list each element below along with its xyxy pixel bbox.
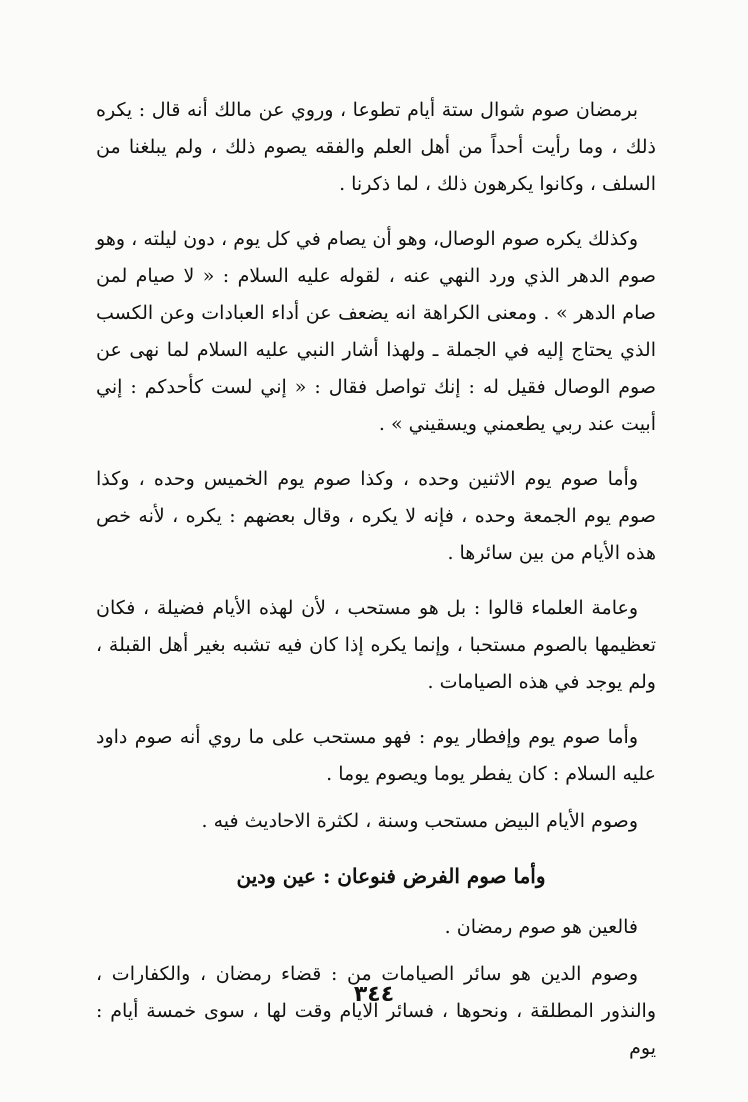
- page-number: ٣٤٤: [353, 982, 395, 1007]
- paragraph-wisal-fast: وكذلك يكره صوم الوصال، وهو أن يصام في كل يوم ، دون ليلته ، وهو صوم الدهر الذي ورد النهي عنه ، لقوله عليه السلام : « لا صيام لمن صام الدهر » . ومعنى الكراهة انه يضعف عن أداء العبادات وعن الكسب الذي يحتاج إليه في الجملة ـ ولهذا أشار النبي عليه السلام لما نهى عن صوم الوصال فقيل له : إنك تواصل فقال : « إني لست كأحدكم : إني أبيت عند ربي يطعمني ويسقيني » .: [96, 228, 656, 435]
- section-heading: وأما صوم الفرض فنوعان : عين ودين: [236, 864, 546, 888]
- paragraph-scholars-view: وعامة العلماء قالوا : بل هو مستحب ، لأن لهذه الأيام فضيلة ، فكان تعظيمها بالصوم مستحبا ، وإنما يكره إذا كان فيه تشبه بغير أهل القبلة ، ولم يوجد في هذه الصيامات .: [96, 597, 656, 693]
- body-text: [96, 92, 656, 1077]
- paragraph-dayn-fast: وصوم الدين هو سائر الصيامات من : قضاء رمضان ، والكفارات ، والنذور المطلقة ، ونحوها ، فسائر الايام وقت لها ، سوى خمسة أيام : يوم: [96, 963, 656, 1059]
- paragraph-white-days: وصوم الأيام البيض مستحب وسنة ، لكثرة الاحاديث فيه .: [201, 810, 638, 832]
- paragraph-shawwal-fast: برمضان صوم شوال ستة أيام تطوعا ، وروي عن مالك أنه قال : يكره ذلك ، وما رأيت أحداً من أهل العلم والفقه يصوم ذلك ، ولم يبلغنا من السلف ، وكانوا يكرهون ذلك ، لما ذكرنا .: [96, 99, 656, 195]
- paragraph-ayn-fast: فالعين هو صوم رمضان .: [444, 916, 638, 938]
- paragraph-dawud-fast: وأما صوم يوم وإفطار يوم : فهو مستحب على ما روي أنه صوم داود عليه السلام : كان يفطر يوما ويصوم يوما .: [96, 726, 656, 785]
- paragraph-single-day-fasts: وأما صوم يوم الاثنين وحده ، وكذا صوم يوم الخميس وحده ، وكذا صوم يوم الجمعة وحده ، فإنه لا يكره ، وقال بعضهم : يكره ، لأنه خص هذه الأيام من بين سائرها .: [96, 468, 656, 564]
